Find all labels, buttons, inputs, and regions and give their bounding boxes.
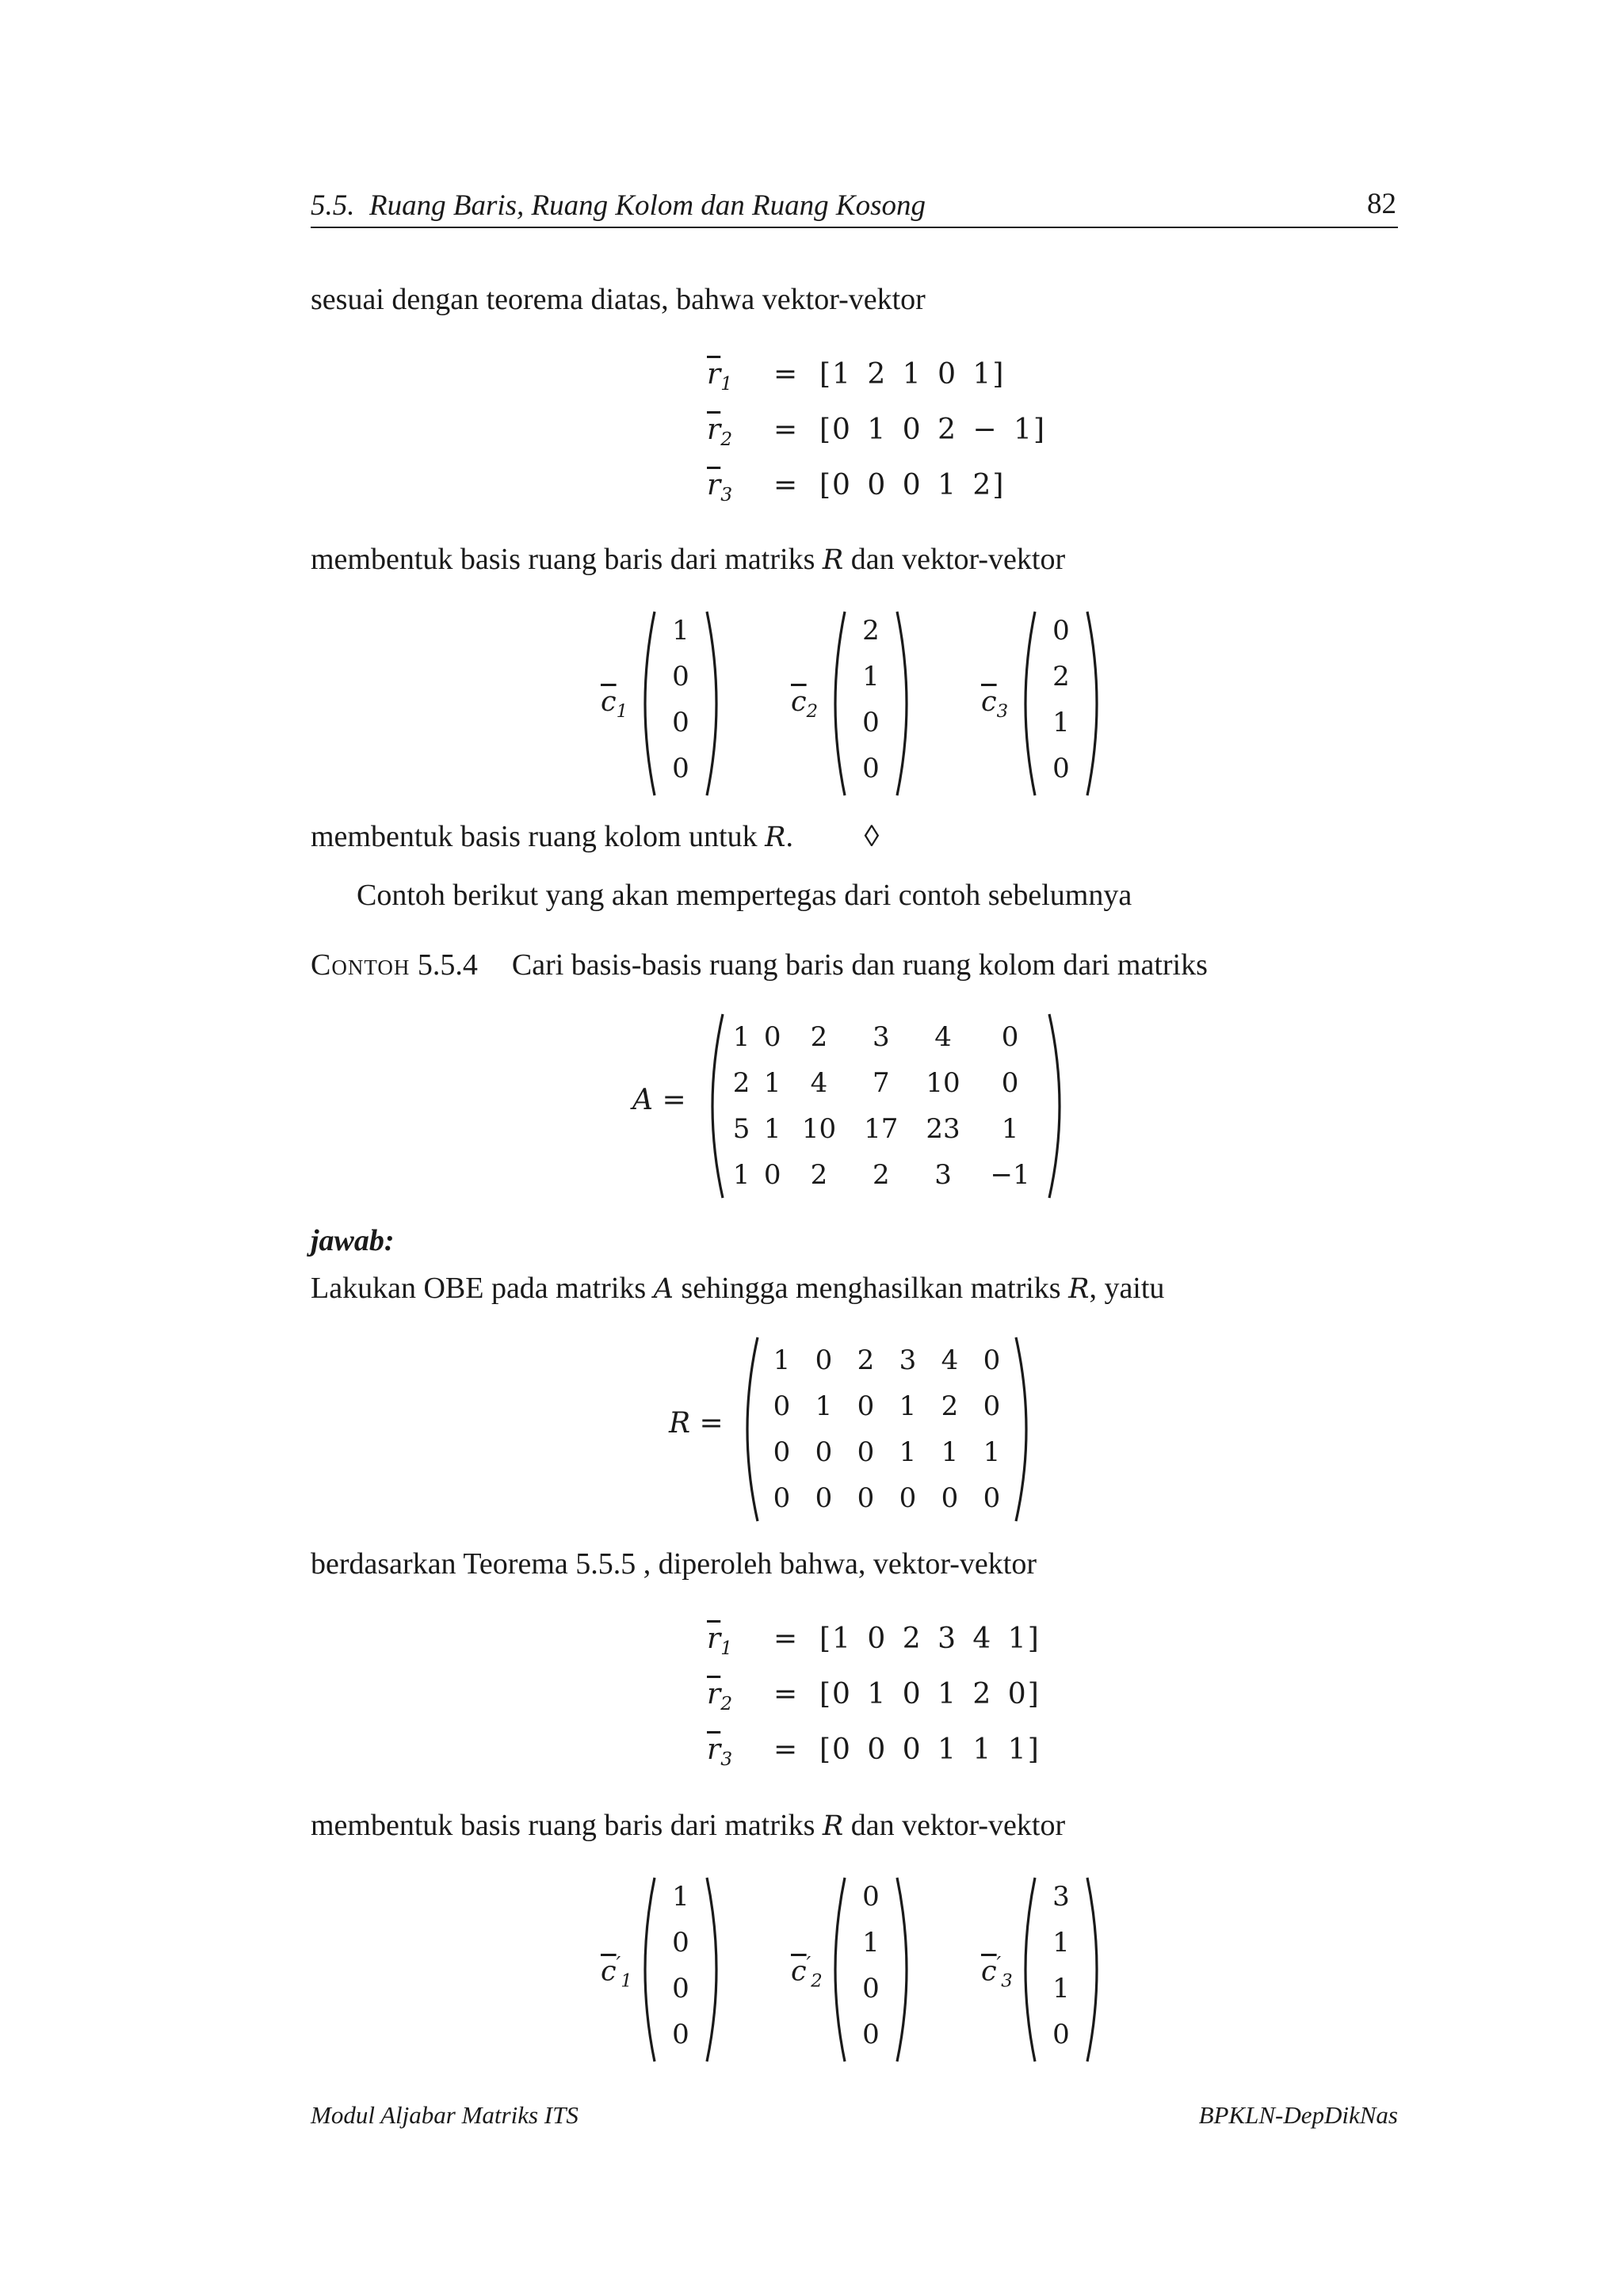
row-vector: $\overline{r}_3$ = [0 0 0 1 1 1] <box>707 1733 1041 1771</box>
column-vector: 3 1 1 0 <box>1018 1875 1105 2065</box>
paragraph: berdasarkan Teorema 5.5.5 , diperoleh bahwa, vektor-vektor <box>311 1547 1037 1581</box>
matrix-row: 0 0 0 1 1 1 <box>773 1436 1001 1468</box>
row-vector: $\overline{r}_2$ = [0 1 0 1 2 0] <box>707 1678 1041 1715</box>
matrix-row: 1 0 2 2 3 −1 <box>732 1159 1030 1191</box>
paragraph: Lakukan OBE pada matriks A sehingga menghasilkan matriks R, yaitu <box>311 1272 1165 1305</box>
matrix-label: A = <box>632 1084 686 1116</box>
row-vector: $\overline{r}_1$ = [1 0 2 3 4 1] <box>707 1623 1041 1660</box>
matrix-row: 1 0 2 3 4 0 <box>732 1021 1019 1053</box>
column-vector: 0 2 1 0 <box>1018 608 1105 799</box>
vector-label: $\overline{c}'_1$ <box>601 1952 632 1992</box>
row-vector: $\overline{r}_2$ = [0 1 0 2 − 1] <box>707 414 1046 451</box>
end-diamond-icon: ◊ <box>864 820 880 853</box>
matrix-row: 1 0 2 3 4 0 <box>773 1344 1001 1376</box>
matrix-row: 0 0 0 0 0 0 <box>773 1482 1001 1514</box>
row-vector: $\overline{r}_1$ = [1 2 1 0 1] <box>707 358 1006 395</box>
row-vector: $\overline{r}_3$ = [0 0 0 1 2] <box>707 469 1006 506</box>
vector-label: $\overline{c}'_2$ <box>791 1952 823 1992</box>
answer-heading: jawab: <box>311 1224 395 1257</box>
footer-right: BPKLN-DepDikNas <box>1198 2101 1398 2129</box>
example-number: 5.5.4 <box>417 948 478 982</box>
example-heading <box>311 948 1208 982</box>
paragraph: membentuk basis ruang baris dari matriks R dan vektor-vektor <box>311 543 1066 576</box>
column-vector: 1 0 0 0 <box>637 1875 724 2065</box>
example-text: Cari basis-basis ruang baris dan ruang kolom dari matriks <box>511 948 1208 982</box>
vector-label: $\overline{c}'_3$ <box>981 1952 1013 1992</box>
paragraph: sesuai dengan teorema diatas, bahwa vektor-vektor <box>311 283 926 316</box>
paragraph: Contoh berikut yang akan mempertegas dari contoh sebelumnya <box>357 879 1132 912</box>
footer-left: Modul Aljabar Matriks ITS <box>311 2101 579 2129</box>
matrix-row: 5 1 10 17 23 1 <box>732 1113 1019 1145</box>
section-title: 5.5. Ruang Baris, Ruang Kolom dan Ruang Kosong <box>311 189 926 222</box>
vector-label: $\overline{c}_2$ <box>791 686 819 722</box>
column-vector: 1 0 0 0 <box>637 608 724 799</box>
matrix-row: 0 1 0 1 2 0 <box>773 1390 1001 1422</box>
vector-label: $\overline{c}_3$ <box>981 686 1009 722</box>
example-label: Contoh <box>311 948 411 982</box>
matrix-row: 2 1 4 7 10 0 <box>732 1067 1019 1099</box>
paragraph: membentuk basis ruang kolom untuk R. ◊ <box>311 820 880 853</box>
vector-label: $\overline{c}_1$ <box>601 686 628 722</box>
column-vector: 2 1 0 0 <box>827 608 915 799</box>
matrix-label: R = <box>669 1407 724 1440</box>
column-vector: 0 1 0 0 <box>827 1875 915 2065</box>
page-number: 82 <box>1367 188 1396 220</box>
running-header <box>311 187 1398 228</box>
paragraph: membentuk basis ruang baris dari matriks R dan vektor-vektor <box>311 1809 1066 1842</box>
